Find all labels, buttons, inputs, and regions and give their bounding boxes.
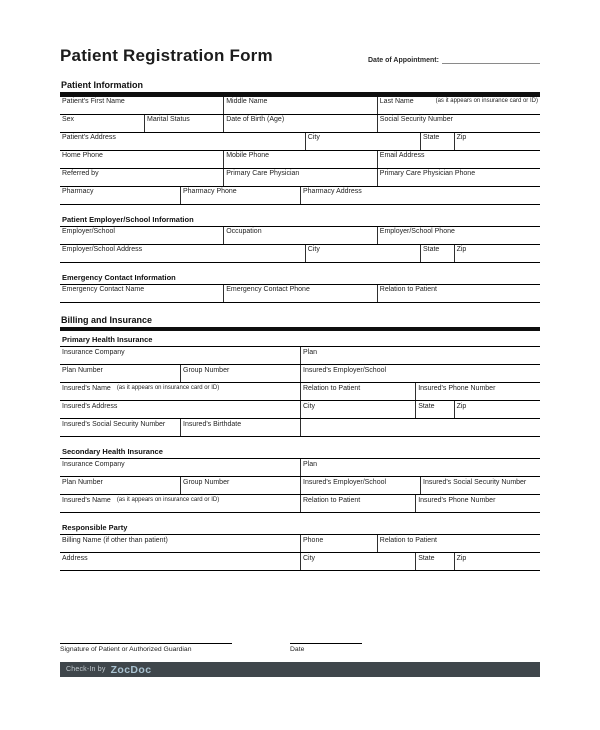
field-label: State: [418, 402, 435, 410]
field-note: (as it appears on insurance card or ID): [116, 384, 220, 391]
field-label: Group Number: [183, 366, 230, 374]
field-rows-group: [60, 227, 540, 263]
field-label: Employer/School: [62, 228, 115, 235]
field-rows-group: [60, 459, 540, 513]
form-field[interactable]: [223, 115, 377, 132]
field-rows-group: [60, 535, 540, 571]
field-label: Relation to Patient: [379, 286, 437, 293]
field-label: Insured's Address: [62, 402, 118, 410]
field-label: Phone: [303, 536, 324, 544]
form-row: [60, 347, 540, 365]
appointment-field: [368, 56, 540, 66]
field-label: Insured's Phone Number: [418, 496, 496, 504]
form-field[interactable]: [180, 187, 300, 204]
form-field[interactable]: [300, 419, 540, 436]
form-row: [60, 535, 540, 553]
form-field[interactable]: [377, 285, 540, 302]
field-label: Plan Number: [62, 478, 103, 486]
form-field[interactable]: [300, 347, 540, 364]
field-label: Insured's Name: [62, 384, 111, 392]
field-label: Insured's Employer/School: [303, 366, 387, 374]
field-label: Address: [62, 554, 88, 562]
field-label: Emergency Contact Phone: [226, 286, 310, 293]
form-row: [60, 187, 540, 205]
form-field[interactable]: [377, 535, 540, 552]
form-field[interactable]: [60, 383, 300, 400]
form-field[interactable]: [180, 365, 300, 382]
field-label: City: [307, 246, 320, 253]
field-label: Insured's Birthdate: [183, 420, 242, 428]
form-field[interactable]: [223, 227, 377, 244]
form-field[interactable]: [415, 401, 453, 418]
form-field[interactable]: [60, 365, 180, 382]
field-label: Email Address: [379, 152, 425, 159]
form-field[interactable]: [420, 477, 540, 494]
form-field[interactable]: [454, 133, 540, 150]
form-row: [60, 115, 540, 133]
field-label: Last Name: [379, 98, 414, 105]
field-label: Date of Birth (Age): [226, 116, 285, 123]
field-rows-group: [60, 97, 540, 205]
section-header: [60, 80, 540, 97]
form-field[interactable]: [60, 401, 300, 418]
field-label: Social Security Number: [379, 116, 453, 123]
field-rows-group: [60, 347, 540, 437]
field-label: Emergency Contact Name: [62, 286, 145, 293]
field-label: Zip: [456, 554, 467, 562]
field-label: Pharmacy Phone: [183, 188, 237, 195]
form-field[interactable]: [223, 169, 377, 186]
signature-area: [60, 643, 540, 653]
form-field[interactable]: [305, 245, 420, 262]
form-field[interactable]: [454, 245, 540, 262]
field-label: Referred by: [62, 170, 99, 177]
form-field[interactable]: [60, 477, 180, 494]
field-label: State: [422, 134, 440, 141]
field-rows-group: [60, 285, 540, 303]
form-field[interactable]: [60, 245, 305, 262]
field-label: City: [303, 402, 316, 410]
form-field[interactable]: [300, 535, 377, 552]
form-field[interactable]: [415, 383, 540, 400]
field-label: Billing Name (if other than patient): [62, 536, 168, 544]
signature-date-label: Date: [290, 646, 305, 653]
form-row: [60, 227, 540, 245]
field-label: Middle Name: [226, 98, 268, 105]
form-field[interactable]: [180, 477, 300, 494]
form-field[interactable]: [60, 535, 300, 552]
subsection-header: Emergency Contact Information: [60, 270, 540, 285]
field-label: Pharmacy: [62, 188, 94, 195]
section-header: [60, 315, 540, 332]
field-label: Patient's Address: [62, 134, 116, 141]
form-field[interactable]: [300, 495, 415, 512]
form-field[interactable]: [454, 401, 540, 418]
form-field[interactable]: [60, 133, 305, 150]
field-label: Patient's First Name: [62, 98, 125, 105]
section-title: Patient Information: [61, 80, 144, 90]
section-title: Billing and Insurance: [61, 314, 153, 325]
checkin-label: Check-In by: [66, 666, 106, 673]
field-label: Insured's Employer/School: [303, 478, 387, 486]
form-field[interactable]: [377, 151, 540, 168]
form-field[interactable]: [180, 419, 300, 436]
section-divider-bar: [60, 327, 540, 332]
form-field[interactable]: [377, 227, 540, 244]
field-label: Primary Care Physician: [226, 170, 300, 177]
subsection-header: Primary Health Insurance: [60, 332, 540, 347]
form-row: [60, 285, 540, 303]
form-row: [60, 553, 540, 571]
field-label: Plan Number: [62, 366, 103, 374]
form-field[interactable]: [300, 365, 540, 382]
form-row: [60, 365, 540, 383]
form-field[interactable]: [60, 151, 223, 168]
field-label: Insured's Social Security Number: [423, 478, 527, 486]
field-label: Plan: [303, 348, 318, 356]
form-field[interactable]: [60, 227, 223, 244]
form-field[interactable]: [60, 187, 180, 204]
form-body: [60, 80, 540, 571]
field-label: Marital Status: [147, 116, 190, 123]
form-field[interactable]: [223, 285, 377, 302]
field-label: Relation to Patient: [303, 496, 361, 504]
form-field[interactable]: [60, 419, 180, 436]
form-field[interactable]: [377, 97, 540, 114]
form-field[interactable]: [60, 285, 223, 302]
form-field[interactable]: [300, 459, 540, 476]
form-row: [60, 401, 540, 419]
field-label: Employer/School Phone: [379, 228, 455, 235]
zocdoc-logo: ZocDoc: [110, 663, 152, 676]
form-row: [60, 383, 540, 401]
signature-label: Signature of Patient or Authorized Guardian: [60, 646, 192, 653]
field-label: State: [422, 246, 440, 253]
form-field[interactable]: [60, 169, 223, 186]
signature-date-field[interactable]: [290, 643, 362, 653]
document-header: [60, 46, 540, 66]
field-label: Insurance Company: [62, 460, 125, 468]
field-label: Insured's Phone Number: [418, 384, 496, 392]
form-row: [60, 495, 540, 513]
form-row: [60, 419, 540, 437]
appointment-input-line[interactable]: [442, 56, 540, 64]
appointment-label: Date of Appointment:: [368, 57, 439, 64]
form-field[interactable]: [300, 383, 415, 400]
field-label: Relation to Patient: [379, 536, 437, 544]
field-label: Zip: [456, 134, 467, 141]
form-row: [60, 97, 540, 115]
field-label: Relation to Patient: [303, 384, 361, 392]
form-field[interactable]: [144, 115, 223, 132]
form-field[interactable]: [300, 401, 415, 418]
form-row: [60, 151, 540, 169]
field-label: Group Number: [183, 478, 230, 486]
form-field[interactable]: [415, 495, 540, 512]
field-label: City: [303, 554, 316, 562]
field-label: Employer/School Address: [62, 246, 143, 253]
form-field[interactable]: [60, 97, 223, 114]
form-field[interactable]: [300, 553, 415, 570]
field-label: Occupation: [226, 228, 262, 235]
form-row: [60, 133, 540, 151]
field-label: Insured's Social Security Number: [62, 420, 166, 428]
subsection-header: Patient Employer/School Information: [60, 212, 540, 227]
form-field[interactable]: [60, 115, 144, 132]
field-label: Sex: [62, 116, 75, 123]
field-label: Primary Care Physician Phone: [379, 170, 476, 177]
field-label: City: [307, 134, 320, 141]
form-field[interactable]: [60, 459, 300, 476]
field-label: Pharmacy Address: [303, 188, 362, 195]
field-label: Insured's Name: [62, 496, 111, 504]
form-row: [60, 245, 540, 263]
form-field[interactable]: [415, 553, 453, 570]
checkin-footer-bar: [60, 662, 540, 677]
form-field[interactable]: [223, 151, 377, 168]
subsection-header: Responsible Party: [60, 520, 540, 535]
subsection-header: Secondary Health Insurance: [60, 444, 540, 459]
field-note: (as it appears on insurance card or ID): [435, 98, 538, 104]
field-label: Plan: [303, 460, 318, 468]
field-label: State: [418, 554, 435, 562]
form-field[interactable]: [60, 347, 300, 364]
form-field[interactable]: [300, 477, 420, 494]
field-label: Zip: [456, 402, 467, 410]
field-label: Mobile Phone: [226, 152, 269, 159]
form-field[interactable]: [420, 133, 454, 150]
form-row: [60, 169, 540, 187]
form-field[interactable]: [305, 133, 420, 150]
form-field[interactable]: [60, 553, 300, 570]
page-title: Patient Registration Form: [60, 46, 273, 65]
form-row: [60, 477, 540, 495]
form-field[interactable]: [300, 187, 540, 204]
form-field[interactable]: [454, 553, 540, 570]
form-row: [60, 459, 540, 477]
form-field[interactable]: [60, 495, 300, 512]
field-note: (as it appears on insurance card or ID): [116, 496, 220, 503]
form-field[interactable]: [377, 169, 540, 186]
form-field[interactable]: [377, 115, 540, 132]
signature-field[interactable]: [60, 643, 232, 653]
form-field[interactable]: [223, 97, 377, 114]
field-label: Insurance Company: [62, 348, 125, 356]
field-label: Home Phone: [62, 152, 103, 159]
field-label: Zip: [456, 246, 467, 253]
form-field[interactable]: [420, 245, 454, 262]
